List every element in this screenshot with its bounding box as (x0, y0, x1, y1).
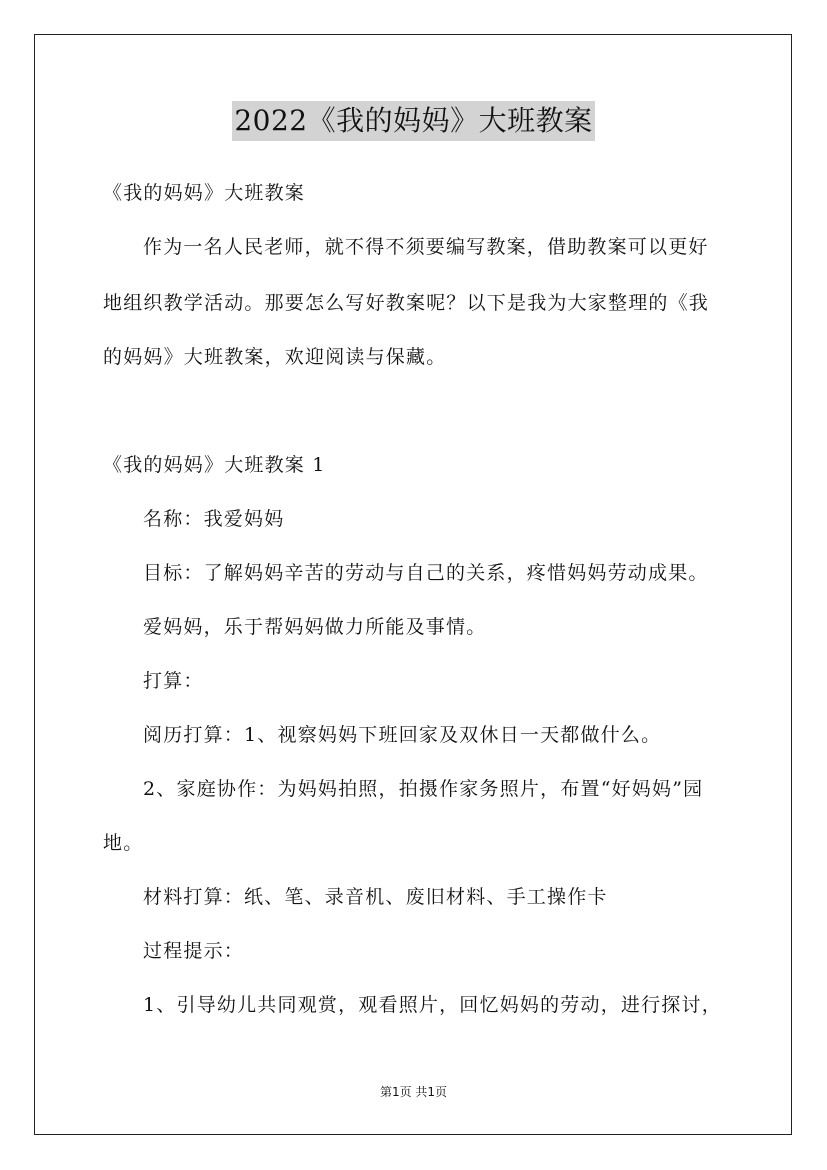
subtitle-line: 《我的妈妈》大班教案 (103, 182, 306, 204)
body-line-experience: 阅历打算：1、视察妈妈下班回家及双休日一天都做什么。 (143, 724, 662, 746)
page-footer: 第1页 共1页 (379, 1085, 448, 1099)
intro-line-3: 的妈妈》大班教案，欢迎阅读与保藏。 (103, 346, 447, 368)
section-heading: 《我的妈妈》大班教案 1 (103, 454, 326, 476)
intro-line-2: 地组织教学活动。那要怎么写好教案呢？以下是我为大家整理的《我 (103, 292, 710, 314)
intro-line-1: 作为一名人民老师，就不得不须要编写教案，借助教案可以更好 (143, 236, 709, 258)
body-line-family-cont: 地。 (103, 832, 144, 854)
body-line-goal: 目标：了解妈妈辛苦的劳动与自己的关系，疼惜妈妈劳动成果。 (143, 562, 709, 584)
body-line-goal-2: 爱妈妈，乐于帮妈妈做力所能及事情。 (143, 616, 487, 638)
body-line-step-1: 1、引导幼儿共同观赏，观看照片，回忆妈妈的劳动，进行探讨， (143, 994, 722, 1016)
document-title: 2022《我的妈妈》大班教案 (232, 101, 594, 141)
body-line-family: 2、家庭协作：为妈妈拍照，拍摄作家务照片，布置“好妈妈”园 (143, 778, 704, 800)
body-line-prepare: 打算： (143, 670, 204, 692)
body-line-name: 名称：我爱妈妈 (143, 508, 285, 530)
body-line-process: 过程提示： (143, 940, 245, 962)
title-container (0, 101, 827, 141)
body-line-materials: 材料打算：纸、笔、录音机、废旧材料、手工操作卡 (143, 886, 608, 908)
